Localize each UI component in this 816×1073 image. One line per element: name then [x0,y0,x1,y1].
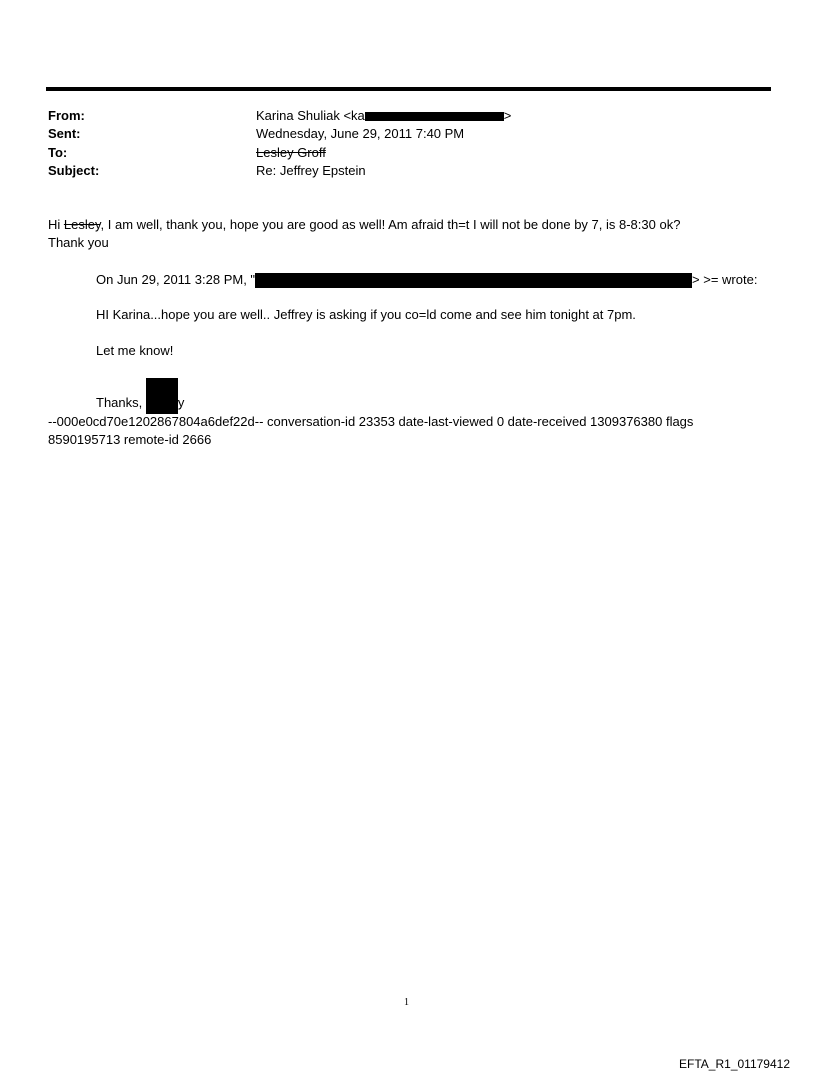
to-label: To: [48,145,68,160]
reply-line-2: Thank you [48,235,109,250]
from-value [256,108,511,124]
sent-value: Wednesday, June 29, 2011 7:40 PM [256,126,465,141]
thanks-text: Thanks, [96,395,146,410]
quoted-intro-start: On Jun 29, 2011 3:28 PM, " [96,272,256,287]
from-label: From: [48,108,85,123]
thanks-tail: y [177,395,185,410]
reply-line-1-rest: , I am well, thank you, hope you are good as well! Am afraid th=t I will not be done by 7, is 8-8:30 ok? [100,217,681,232]
sent-label: Sent: [48,126,81,141]
quoted-intro-end: > >= wrote: [692,272,758,287]
redaction-bar [255,273,692,288]
struck-recipient-name: Lesley [63,217,101,232]
from-tail: > [503,108,512,123]
subject-value: Re: Jeffrey Epstein [256,163,366,178]
quoted-intro [96,271,757,288]
quoted-message: HI Karina...hope you are well.. Jeffrey is asking if you co=ld come and see him tonight at 7pm. [96,307,636,322]
page-number: 1 [404,997,409,1008]
redaction-bar [365,112,504,121]
from-name: Karina Shuliak <ka [256,108,365,123]
bates-number: EFTA_R1_01179412 [679,1057,790,1071]
redaction-bar [146,378,178,414]
metadata-line-2: 8590195713 remote-id 2666 [48,432,212,447]
quoted-let-me-know: Let me know! [96,343,174,358]
reply-greeting: Hi [48,217,64,232]
to-value: Lesley Groff [256,145,326,160]
reply-line-1 [48,216,680,233]
quoted-thanks [96,378,184,414]
subject-label: Subject: [48,163,100,178]
metadata-line-1: --000e0cd70e1202867804a6def22d-- conversation-id 23353 date-last-viewed 0 date-received 1309376380 flags [48,414,694,429]
header-rule [46,87,771,91]
